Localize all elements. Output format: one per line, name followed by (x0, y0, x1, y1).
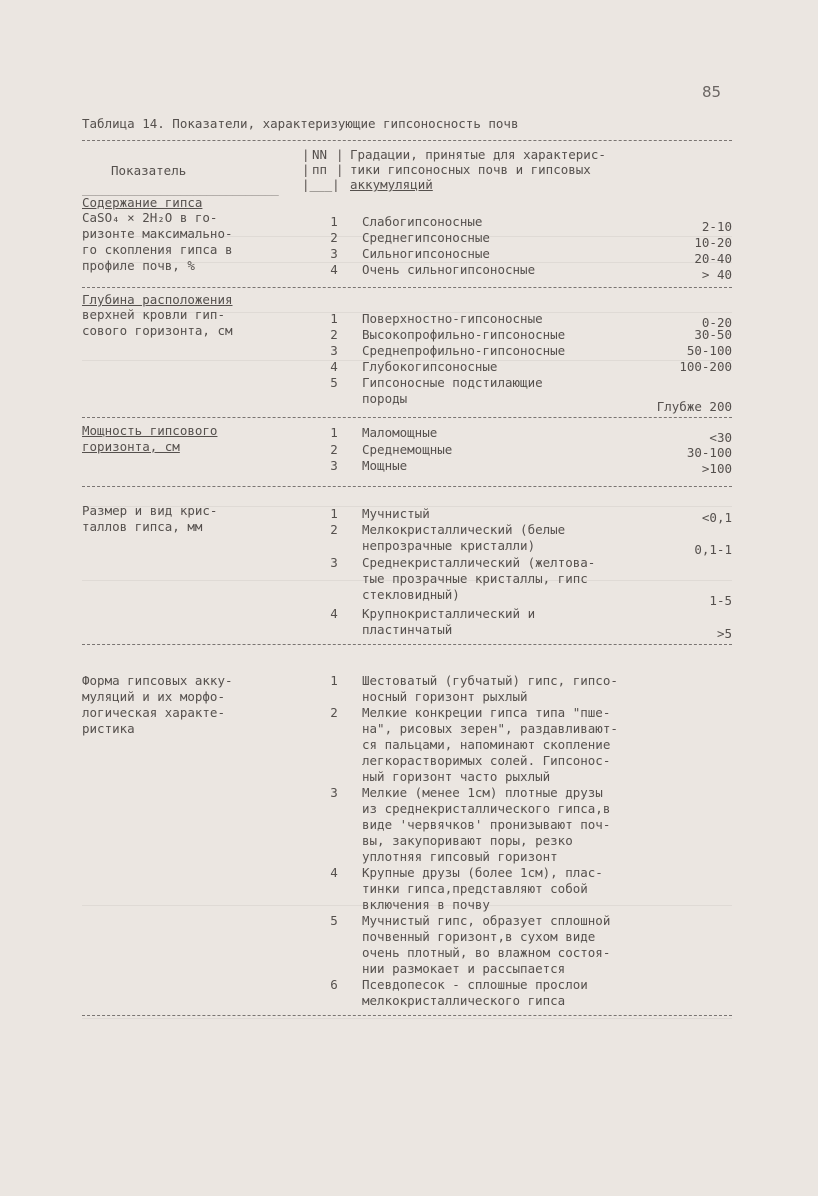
gradation-text: тые прозрачные кристаллы, гипс (362, 571, 588, 586)
gradation-text: из среднекристаллического гипса,в (362, 801, 611, 816)
section-label: логическая характе- (82, 705, 225, 720)
gradation-text: Шестоватый (губчатый) гипс, гипсо- (362, 673, 618, 688)
row-number: 6 (330, 977, 338, 992)
section-label: го скопления гипса в (82, 242, 233, 257)
gradation-value: <0,1 (701, 510, 732, 525)
row-number: 4 (330, 262, 338, 277)
gradation-text: ный горизонт часто рыхлый (362, 769, 551, 784)
gradation-text: стекловидный) (362, 587, 460, 602)
gradation-value: 1-5 (709, 593, 732, 608)
gradation-value: Глубже 200 (656, 399, 732, 414)
gradation-value: 0-20 (701, 315, 732, 330)
gradation-text: Среднемощные (362, 442, 453, 457)
row-number: 2 (330, 442, 338, 457)
gradation-text: Мощные (362, 458, 408, 473)
gradation-value: >5 (716, 626, 732, 641)
section-heading: Глубина расположения (82, 292, 233, 307)
row-number: 5 (330, 913, 338, 928)
section-heading: Содержание гипса (82, 195, 203, 210)
table-title: Таблица 14. Показатели, характеризующие гипсоносность почв (82, 116, 519, 131)
section-label: Размер и вид крис- (82, 503, 218, 518)
section-label: верхней кровли гип- (82, 307, 225, 322)
gradation-text: тинки гипса,представляют собой (362, 881, 588, 896)
header-col-number: пп (312, 162, 328, 177)
row-number: 3 (330, 785, 338, 800)
row-number: 2 (330, 327, 338, 342)
gradation-text: Гипсоносные подстилающие (362, 375, 543, 390)
section-label: таллов гипса, мм (82, 519, 203, 534)
row-number: 4 (330, 359, 338, 374)
row-number: 3 (330, 555, 338, 570)
gradation-value: 0,1-1 (694, 542, 732, 557)
row-number: 5 (330, 375, 338, 390)
row-number: 2 (330, 522, 338, 537)
row-number: 1 (330, 673, 338, 688)
gradation-text: Маломощные (362, 425, 438, 440)
header-col-gradations: Градации, принятые для характерис- (350, 147, 606, 162)
gradation-text: Высокопрофильно-гипсоносные (362, 327, 566, 342)
section-label: сового горизонта, см (82, 323, 233, 338)
gradation-text: Крупные друзы (более 1см), плас- (362, 865, 603, 880)
header-col-gradations: аккумуляций (350, 177, 433, 192)
gradation-text: Мучнистый (362, 506, 430, 521)
section-label: CaSO₄ × 2H₂O в го- (82, 210, 218, 225)
row-number: 3 (330, 343, 338, 358)
rule (82, 417, 732, 418)
gradation-text: Мучнистый гипс, образует сплошной (362, 913, 611, 928)
gradation-value: 20-40 (694, 251, 732, 266)
gradation-text: почвенный горизонт,в сухом виде (362, 929, 596, 944)
rule (82, 287, 732, 288)
gradation-text: пластинчатый (362, 622, 453, 637)
gradation-value: 100-200 (679, 359, 732, 374)
gradation-text: нии размокает и рассыпается (362, 961, 566, 976)
gradation-text: Очень сильногипсоносные (362, 262, 536, 277)
gradation-text: мелкокристаллического гипса (362, 993, 566, 1008)
gradation-text: вы, закупоривают поры, резко (362, 833, 573, 848)
header-sep: |___| (302, 177, 340, 192)
gradation-text: Глубокогипсоносные (362, 359, 498, 374)
gradation-text: Сильногипсоносные (362, 246, 490, 261)
row-number: 1 (330, 311, 338, 326)
gradation-text: Мелкие (менее 1см) плотные друзы (362, 785, 603, 800)
gradation-text: ся пальцами, напоминают скопление (362, 737, 611, 752)
header-sep: | (336, 147, 344, 162)
gradation-text: Поверхностно-гипсоносные (362, 311, 543, 326)
gradation-text: на", рисовых зерен", раздавливают- (362, 721, 618, 736)
rule (82, 486, 732, 487)
gradation-text: Крупнокристаллический и (362, 606, 536, 621)
page-number: 85 (702, 83, 722, 101)
row-number: 2 (330, 705, 338, 720)
gradation-text: легкорастворимых солей. Гипсонос- (362, 753, 611, 768)
gradation-value: 10-20 (694, 235, 732, 250)
gradation-text: включения в почву (362, 897, 490, 912)
gradation-text: очень плотный, во влажном состоя- (362, 945, 611, 960)
row-number: 4 (330, 865, 338, 880)
row-number: 4 (330, 606, 338, 621)
row-number: 3 (330, 458, 338, 473)
rule (82, 644, 732, 645)
header-sep: | (336, 162, 344, 177)
section-label: Форма гипсовых акку- (82, 673, 233, 688)
gradation-text: Мелкокристаллический (белые (362, 522, 566, 537)
header-sep: | (302, 162, 310, 177)
header-col-number: NN (312, 147, 328, 162)
gradation-text: Мелкие конкреции гипса типа "пше- (362, 705, 611, 720)
gradation-value: 30-50 (694, 327, 732, 342)
row-number: 1 (330, 506, 338, 521)
gradation-value: 50-100 (686, 343, 732, 358)
gradation-text: носный горизонт рыхлый (362, 689, 528, 704)
row-number: 3 (330, 246, 338, 261)
section-label: профиле почв, % (82, 258, 195, 273)
row-number: 2 (330, 230, 338, 245)
gradation-value: >100 (701, 461, 732, 476)
header-col-gradations: тики гипсоносных почв и гипсовых (350, 162, 591, 177)
gradation-value: 2-10 (701, 219, 732, 234)
rule-top (82, 140, 732, 141)
row-number: 1 (330, 214, 338, 229)
rule-bottom (82, 1015, 732, 1016)
gradation-text: Среднегипсоносные (362, 230, 490, 245)
gradation-text: непрозрачные кристалли) (362, 538, 536, 553)
gradation-text: виде 'червячков' пронизывают поч- (362, 817, 611, 832)
gradation-text: Среднепрофильно-гипсоносные (362, 343, 566, 358)
gradation-text: Среднекристаллический (желтова- (362, 555, 596, 570)
row-number: 1 (330, 425, 338, 440)
gradation-value: <30 (709, 430, 732, 445)
section-label: ристика (82, 721, 135, 736)
gradation-value: > 40 (701, 267, 732, 282)
section-label: ризонте максимально- (82, 226, 233, 241)
header-underline: ______________________________ (82, 181, 278, 196)
header-sep: | (302, 147, 310, 162)
header-col-indicator: Показатель (111, 163, 187, 178)
gradation-text: Псевдопесок - сплошные прослои (362, 977, 588, 992)
section-label: Мощность гипсового (82, 423, 218, 438)
gradation-text: породы (362, 391, 408, 406)
gradation-text: уплотняя гипсовый горизонт (362, 849, 558, 864)
gradation-value: 30-100 (686, 445, 732, 460)
section-label: горизонта, см (82, 439, 180, 454)
section-label: муляций и их морфо- (82, 689, 225, 704)
gradation-text: Слабогипсоносные (362, 214, 483, 229)
